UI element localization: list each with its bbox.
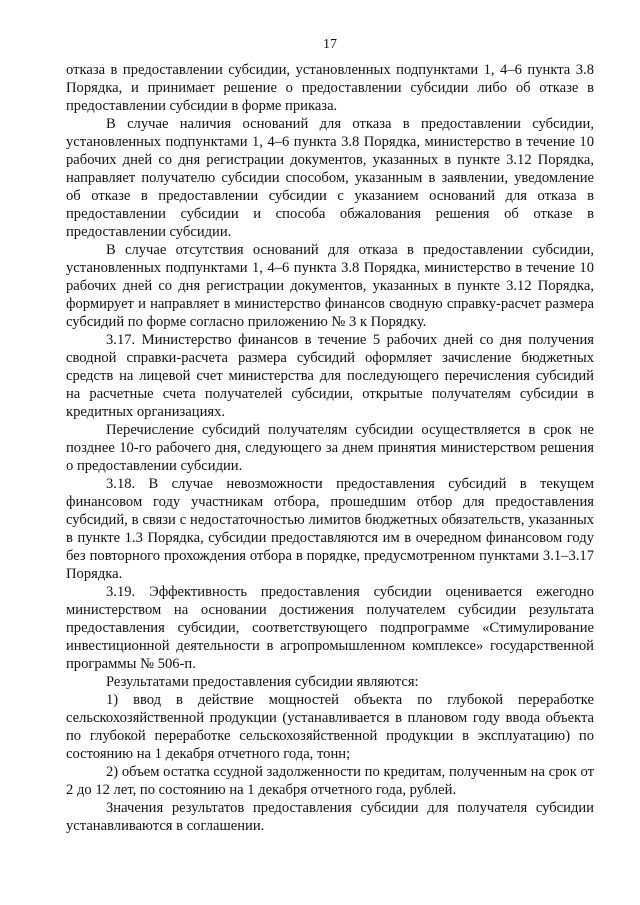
paragraph-results-intro: Результатами предоставления субсидии являются: bbox=[106, 674, 419, 690]
paragraph-result-2: 2) объем остатка ссудной задолженности по кредитам, полученным на срок от 2 до 12 лет, по состоянию на 1 декабря отчетного года, рублей. bbox=[66, 764, 594, 798]
paragraph-result-1: 1) ввод в действие мощностей объекта по глубокой переработке сельскохозяйственной продукции (устанавливается в плановом году ввода объекта по глубокой переработке сельскохозяйственной продукции в эксплуатацию) по состоянию на 1 декабря отчетного года, тонн; bbox=[66, 692, 594, 762]
paragraph-3-18: 3.18. В случае невозможности предоставления субсидий в текущем финансовом году участникам отбора, прошедшим отбор для предоставления субсидий, в связи с недостаточностью лимитов бюджетных обязательств, указанных в пункте 1.3 Порядка, субсидии предоставляются им в очередном финансовом году без повторного прохождения отбора в порядке, предусмотренном пунктами 3.1–3.17 Порядка. bbox=[66, 476, 594, 582]
paragraph-continuation: отказа в предоставлении субсидии, установленных подпунктами 1, 4–6 пункта 3.8 Порядка, и принимает решение о предоставлении субсидии либо об отказе в предоставлении субсидии в форме приказа. bbox=[66, 62, 594, 114]
paragraph-3-17: 3.17. Министерство финансов в течение 5 рабочих дней со дня получения сводной справки-расчета размера субсидий оформляет зачисление бюджетных средств на лицевой счет министерства для последующего перечисления субсидий на расчетные счета получателей субсидии, открытые получателям субсидии в кредитных организациях. bbox=[66, 332, 594, 420]
paragraph-transfer-deadline: Перечисление субсидий получателям субсидии осуществляется в срок не позднее 10-го рабочего дня, следующего за днем принятия министерством решения о предоставлении субсидии. bbox=[66, 422, 594, 474]
paragraph-result-values: Значения результатов предоставления субсидии для получателя субсидии устанавливаются в соглашении. bbox=[66, 800, 594, 834]
page-number: 17 bbox=[323, 37, 337, 52]
paragraph-refusal-grounds: В случае наличия оснований для отказа в предоставлении субсидии, установленных подпунктами 1, 4–6 пункта 3.8 Порядка, министерство в течение 10 рабочих дней со дня регистрации документов, указанных в пункте 3.12 Порядка, направляет получателю субсидии способом, указанным в заявлении, уведомление об отказе в предоставлении субсидии с указанием оснований для отказа в предоставлении субсидии и способа обжалования решения об отказе в предоставлении субсидии. bbox=[66, 116, 594, 240]
paragraph-no-refusal-grounds: В случае отсутствия оснований для отказа в предоставлении субсидии, установленных подпунктами 1, 4–6 пункта 3.8 Порядка, министерство в течение 10 рабочих дней со дня регистрации документов, указанных в пункте 3.12 Порядка, формирует и направляет в министерство финансов сводную справку-расчет размера субсидий по форме согласно приложению № 3 к Порядку. bbox=[66, 242, 594, 330]
paragraph-3-19: 3.19. Эффективность предоставления субсидии оценивается ежегодно министерством на основании достижения получателем субсидии результата предоставления субсидии, соответствующего подпрограмме «Стимулирование инвестиционной деятельности в агропромышленном комплексе» государственной программы № 506-п. bbox=[66, 584, 594, 672]
